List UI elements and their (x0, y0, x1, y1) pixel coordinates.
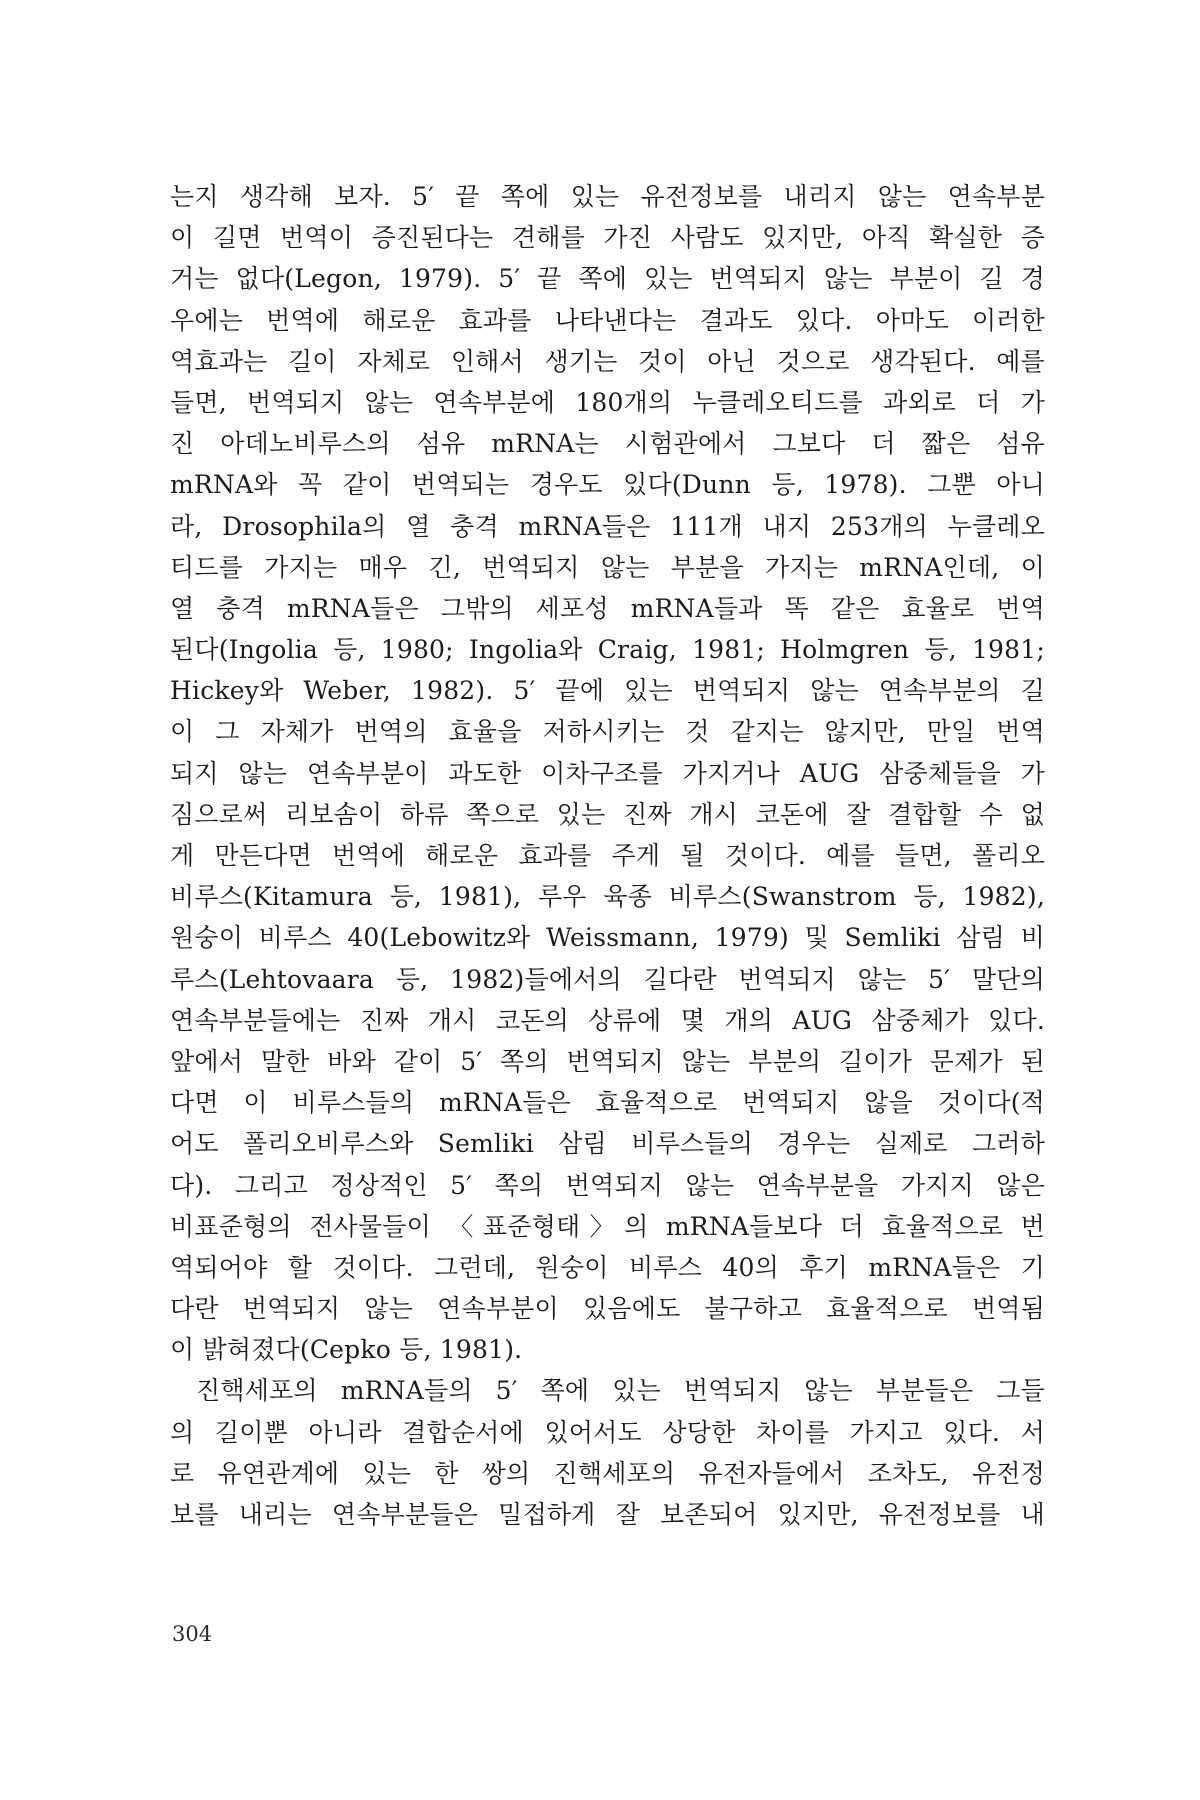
text-line-6: 들면, 번역되지 않는 연속부분에 180개의 누클레오티드를 과외로 더 가 (170, 387, 1045, 417)
page-number: 304 (172, 1622, 213, 1646)
text-line-18: 비루스(Kitamura 등, 1981), 루우 육종 비루스(Swanstrom 등, 1982), (170, 882, 1045, 912)
text-line-13: Hickey와 Weber, 1982). 5′ 끝에 있는 번역되지 않는 연속부분의 길 (170, 676, 1045, 706)
text-line-3: 거는 없다(Legon, 1979). 5′ 끝 쪽에 있는 번역되지 않는 부분이 길 경 (170, 264, 1045, 294)
text-line-1: 는지 생각해 보자. 5′ 끝 쪽에 있는 유전정보를 내리지 않는 연속부분 (170, 182, 1045, 211)
text-line-15: 되지 않는 연속부분이 과도한 이차구조를 가지거나 AUG 삼중체들을 가 (170, 758, 1045, 788)
text-line-31: 의 길이뿐 아니라 결합순서에 있어서도 상당한 차이를 가지고 있다. 서 (170, 1417, 1045, 1447)
text-line-28: 다란 번역되지 않는 연속부분이 있음에도 불구하고 효율적으로 번역됨 (170, 1294, 1045, 1324)
text-line-22: 앞에서 말한 바와 같이 5′ 쪽의 번역되지 않는 부분의 길이가 문제가 된 (170, 1046, 1045, 1076)
text-line-2: 이 길면 번역이 증진된다는 견해를 가진 사람도 있지만, 아직 확실한 증 (170, 223, 1045, 253)
text-line-7: 진 아데노비루스의 섬유 mRNA는 시험관에서 그보다 더 짧은 섬유 (170, 429, 1045, 459)
text-line-23: 다면 이 비루스들의 mRNA들은 효율적으로 번역되지 않을 것이다(적 (170, 1088, 1045, 1118)
text-line-17: 게 만든다면 번역에 해로운 효과를 주게 될 것이다. 예를 들면, 폴리오 (170, 841, 1045, 870)
text-line-19: 원숭이 비루스 40(Lebowitz와 Weissmann, 1979) 및 Semliki 삼림 비 (170, 923, 1045, 953)
text-line-11: 열 충격 mRNA들은 그밖의 세포성 mRNA들과 똑 같은 효율로 번역 (170, 593, 1045, 623)
text-line-25: 다). 그리고 정상적인 5′ 쪽의 번역되지 않는 연속부분을 가지지 않은 (170, 1170, 1045, 1200)
text-line-33: 보를 내리는 연속부분들은 밀접하게 잘 보존되어 있지만, 유전정보를 내 (170, 1500, 1045, 1529)
text-line-8: mRNA와 꼭 같이 번역되는 경우도 있다(Dunn 등, 1978). 그뿐 아니 (170, 470, 1045, 500)
text-line-20: 루스(Lehtovaara 등, 1982)들에서의 길다란 번역되지 않는 5′ 말단의 (170, 964, 1045, 994)
text-line-32: 로 유연관계에 있는 한 쌍의 진핵세포의 유전자들에서 조차도, 유전정 (170, 1458, 1045, 1488)
text-line-10: 티드를 가지는 매우 긴, 번역되지 않는 부분을 가지는 mRNA인데, 이 (170, 552, 1045, 582)
text-line-30: 진핵세포의 mRNA들의 5′ 쪽에 있는 번역되지 않는 부분들은 그들 (196, 1376, 1045, 1406)
text-line-29: 이 밝혀졌다(Cepko 등, 1981). (170, 1335, 523, 1365)
text-line-27: 역되어야 할 것이다. 그런데, 원숭이 비루스 40의 후기 mRNA들은 기 (170, 1252, 1045, 1282)
text-line-14: 이 그 자체가 번역의 효율을 저하시키는 것 같지는 않지만, 만일 번역 (170, 717, 1045, 747)
text-line-4: 우에는 번역에 해로운 효과를 나타낸다는 결과도 있다. 아마도 이러한 (170, 305, 1045, 335)
text-line-12: 된다(Ingolia 등, 1980; Ingolia와 Craig, 1981; Holmgren 등, 1981; (170, 635, 1045, 665)
body-text (170, 176, 1045, 1535)
text-line-26: 비표준형의 전사물들이 〈표준형태〉의 mRNA들보다 더 효율적으로 번 (170, 1211, 1045, 1241)
text-line-9: 라, Drosophila의 열 충격 mRNA들은 111개 내지 253개의 누클레오 (170, 511, 1045, 541)
text-line-21: 연속부분들에는 진짜 개시 코돈의 상류에 몇 개의 AUG 삼중체가 있다. (170, 1005, 1045, 1035)
text-line-16: 짐으로써 리보솜이 하류 쪽으로 있는 진짜 개시 코돈에 잘 결합할 수 없 (170, 799, 1045, 829)
text-line-24: 어도 폴리오비루스와 Semliki 삼림 비루스들의 경우는 실제로 그러하 (170, 1129, 1045, 1159)
text-line-5: 역효과는 길이 자체로 인해서 생기는 것이 아닌 것으로 생각된다. 예를 (170, 346, 1045, 376)
